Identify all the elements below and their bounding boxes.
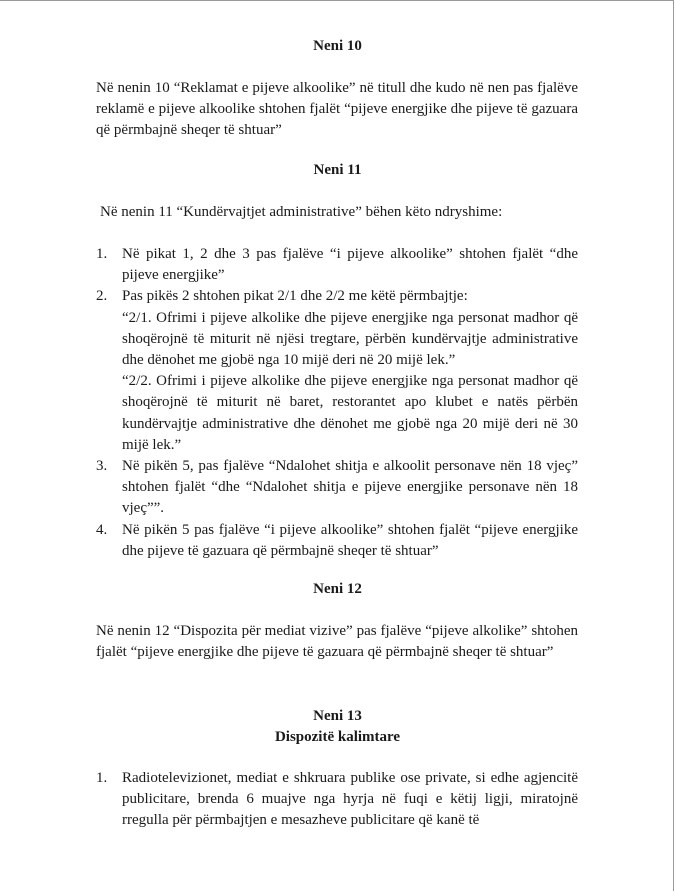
list-item-text: Radiotelevizionet, mediat e shkruara publike ose private, si edhe agjencitë publicitare, brenda 6 muajve nga hyrja në fuqi e këtij ligji, miratojnë rregulla për përmbajtjen e mesazheve publicitare që kanë të: [122, 770, 578, 829]
list-item-text: Pas pikës 2 shtohen pikat 2/1 dhe 2/2 me këtë përmbajtje:: [122, 288, 468, 305]
neni-10-heading: Neni 10: [313, 38, 362, 54]
list-item-number: 4.: [96, 521, 108, 538]
list-item-number: 2.: [96, 288, 108, 305]
list-item-number: 3.: [96, 458, 108, 475]
neni-12-heading: Neni 12: [313, 581, 362, 597]
list-item-number: 1.: [96, 770, 108, 786]
quote-2-2: “2/2. Ofrimi i pijeve alkolike dhe pijeve energjike nga personat madhor që shoqërojnë të miturit në baret, restorantet apo klubet e natës përbën kundërvajtje administrative dhe dënohet me gjobë nga 20 mijë deri në 30 mijë lek.”: [122, 373, 578, 453]
neni-10-text: Në nenin 10 “Reklamat e pijeve alkoolike” në titull dhe kudo në nen pas fjalëve reklamë e pijeve alkoolike shtohen fjalët “pijeve energjike dhe pijeve të gazuara që përmbajnë sheqer të shtuar”: [96, 80, 578, 139]
neni-13-subheading: Dispozitë kalimtare: [274, 729, 401, 745]
quote-2-1: “2/1. Ofrimi i pijeve alkolike dhe pijeve energjike nga personat madhor që shoqërojnë të miturit në njësi tregtare, përbën kundërvajtje administrative dhe dënohet me gjobë nga 10 mijë deri në 20 mijë lek.”: [122, 309, 578, 369]
list-item: [96, 286, 578, 456]
list-item-number: 1.: [96, 246, 108, 262]
neni-13-heading: Neni 13: [313, 708, 362, 724]
list-item: [96, 456, 578, 520]
neni-11-list: [96, 244, 578, 562]
list-item: [96, 244, 578, 286]
neni-11-heading: Neni 11: [313, 162, 362, 178]
list-item: [96, 520, 578, 562]
list-item-text: Në pikat 1, 2 dhe 3 pas fjalëve “i pijeve alkoolike” shtohen fjalët “dhe pijeve energjike”: [122, 246, 578, 284]
list-item-text: Në pikën 5, pas fjalëve “Ndalohet shitja e alkoolit personave nën 18 vjeç” shtohen fjalët “dhe “Ndalohet shitja e pijeve energjike personave nën 18 vjeç””.: [122, 458, 578, 517]
list-item: [96, 768, 578, 832]
neni-13-list: [96, 768, 578, 832]
list-item-text: Në pikën 5 pas fjalëve “i pijeve alkoolike” shtohen fjalët “pijeve energjike dhe pijeve të gazuara që përmbajnë sheqer të shtuar”: [122, 521, 578, 559]
neni-12-text: Në nenin 12 “Dispozita për mediat vizive” pas fjalëve “pijeve alkolike” shtohen fjalët “pijeve energjike dhe pijeve të gazuara që përmbajnë sheqer të shtuar”: [96, 623, 578, 661]
neni-11-intro: Në nenin 11 “Kundërvajtjet administrative” bëhen këto ndryshime:: [100, 204, 503, 220]
